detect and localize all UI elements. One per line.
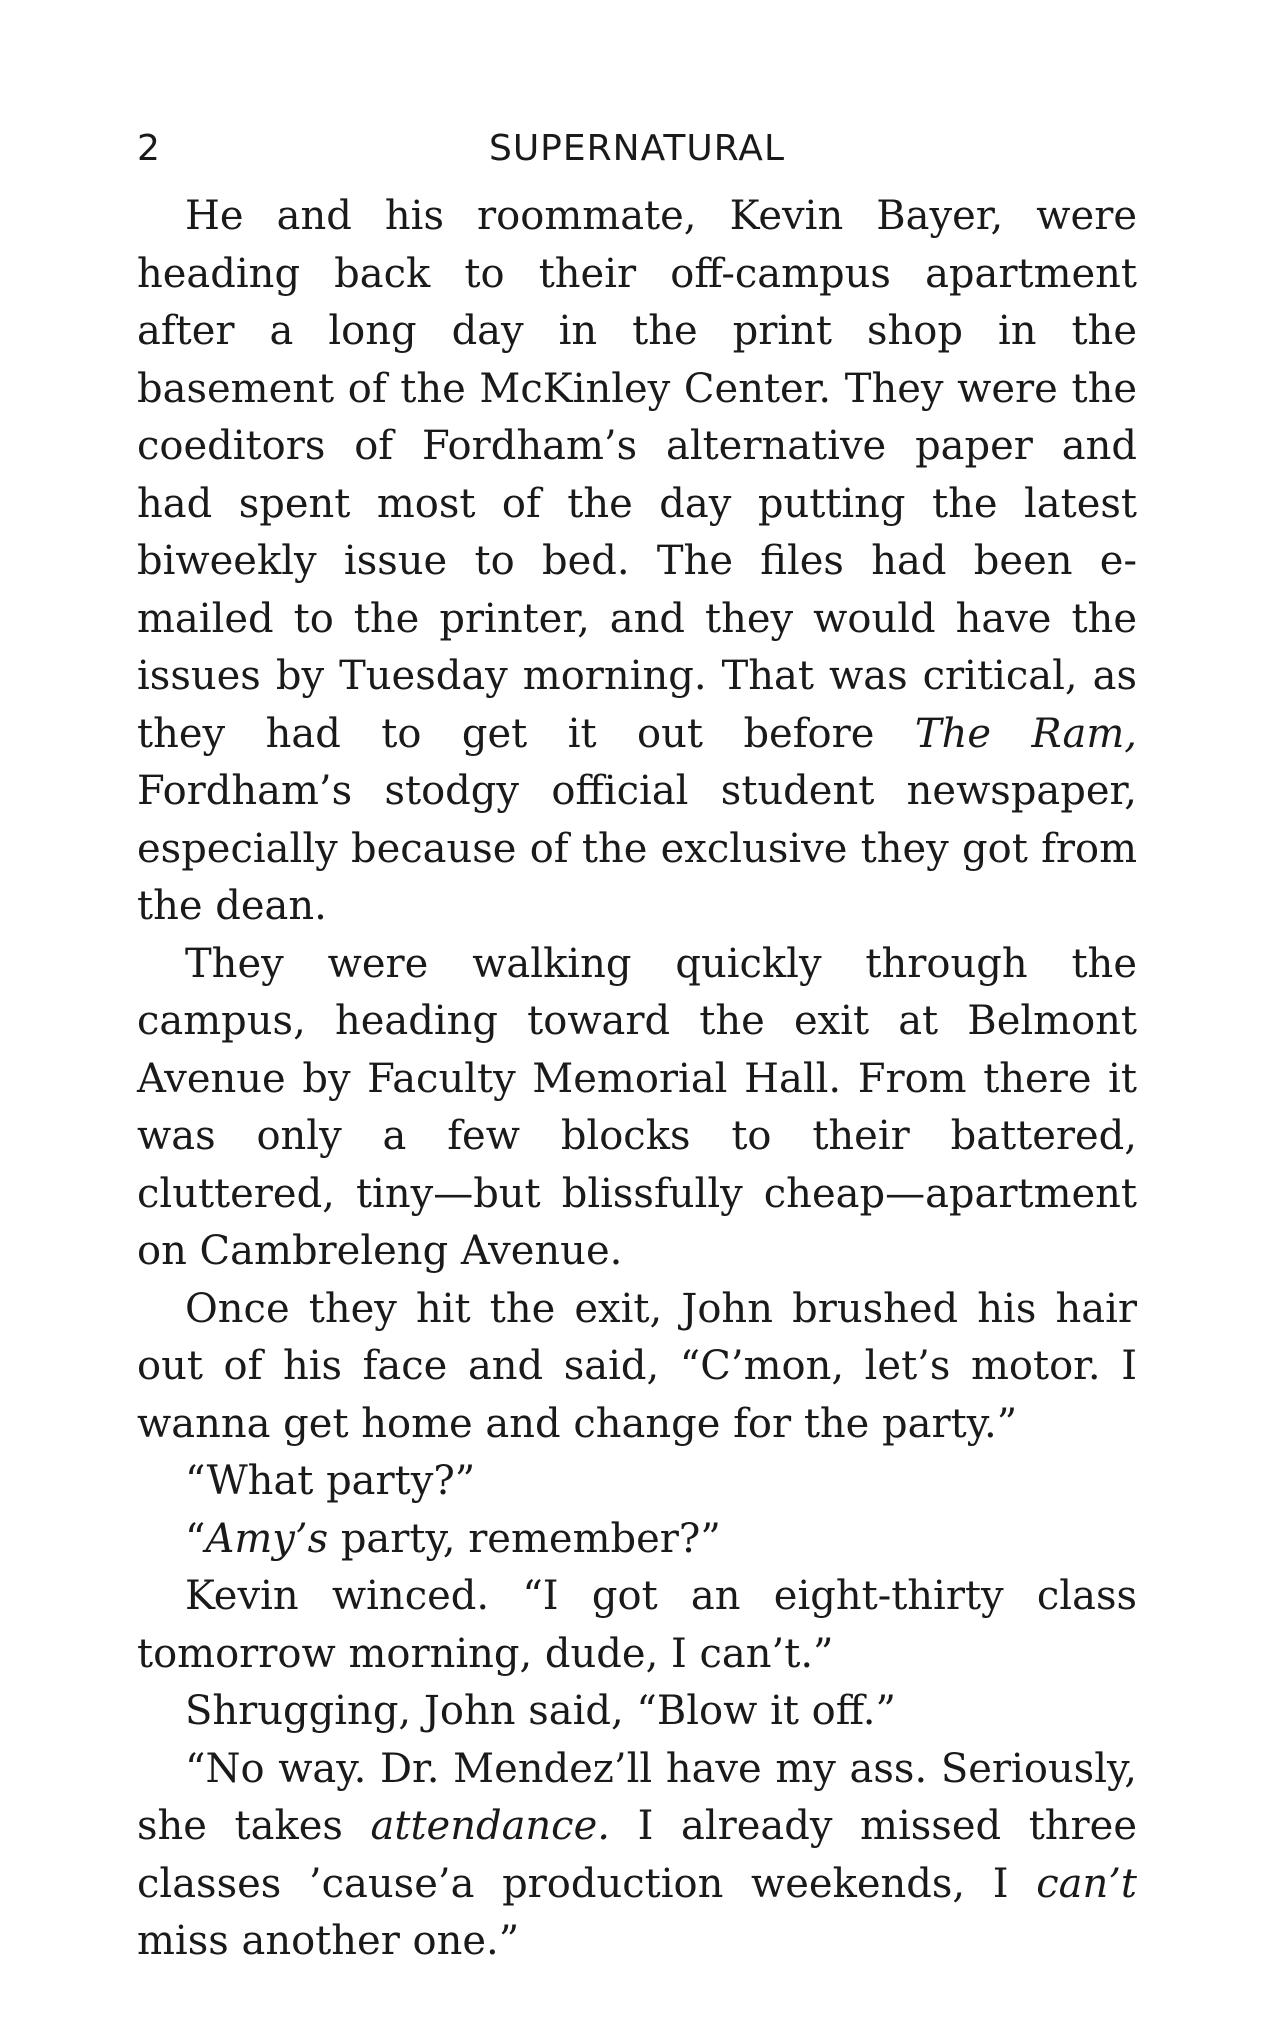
book-page: [137, 128, 1137, 1998]
text-run: Shrugging, John said, “Blow it off.”: [185, 1688, 896, 1734]
italic-text: can’t: [1036, 1860, 1137, 1907]
paragraph: [137, 1281, 1137, 1454]
text-run: “No way. Dr. Mendez’ll have my ass. Seriously, she takes: [137, 1745, 1137, 1849]
page-number: 2: [137, 128, 161, 169]
text-run: They were walking quickly through the campus, heading toward the exit at Belmont Avenue by Faculty Memorial Hall. From there it was only a few blocks to their battered, cluttered, tiny—but blissfully cheap—apartment on Cambreleng Avenue.: [137, 940, 1137, 1274]
text-run: Once they hit the exit, John brushed his hair out of his face and said, “C’mon, let’s motor. I wanna get home and change for the party.”: [137, 1285, 1137, 1447]
text-run: Kevin winced. “I got an eight-thirty class tomorrow morning, dude, I can’t.”: [137, 1573, 1137, 1677]
italic-text: Amy’s: [205, 1515, 329, 1562]
text-run: I already missed three classes ’cause’a production weekends, I: [137, 1803, 1138, 1907]
italic-text: The Ram,: [914, 710, 1138, 757]
italic-text: attendance.: [370, 1803, 610, 1849]
text-run: party, remember?”: [328, 1515, 721, 1562]
paragraph: [137, 188, 1137, 936]
text-run: “: [185, 1515, 206, 1562]
text-run: miss another one.”: [137, 1918, 520, 1964]
paragraph: [137, 1568, 1137, 1683]
paragraph: [137, 1683, 1137, 1741]
text-run: He and his roommate, Kevin Bayer, were heading back to their off-campus apartment after a long day in the print shop in the basement of the McKinley Center. They were the coeditors of Fordham’s alternative paper and had spent most of the day putting the latest biweekly issue to bed. The files had been e-mailed to the printer, and they would have the issues by Tuesday morning. That was critical, as they had to get it out before: [137, 193, 1137, 757]
paragraph: [137, 1511, 1137, 1569]
paragraph: [137, 1741, 1137, 1971]
text-run: “What party?”: [185, 1458, 476, 1504]
paragraph: [137, 936, 1137, 1281]
running-head: [137, 128, 1137, 188]
body-text: [137, 188, 1137, 1971]
book-title: SUPERNATURAL: [488, 128, 785, 169]
text-run: Fordham’s stodgy official student newspaper, especially because of the exclusive they got from the dean.: [137, 768, 1137, 929]
paragraph: [137, 1453, 1137, 1511]
